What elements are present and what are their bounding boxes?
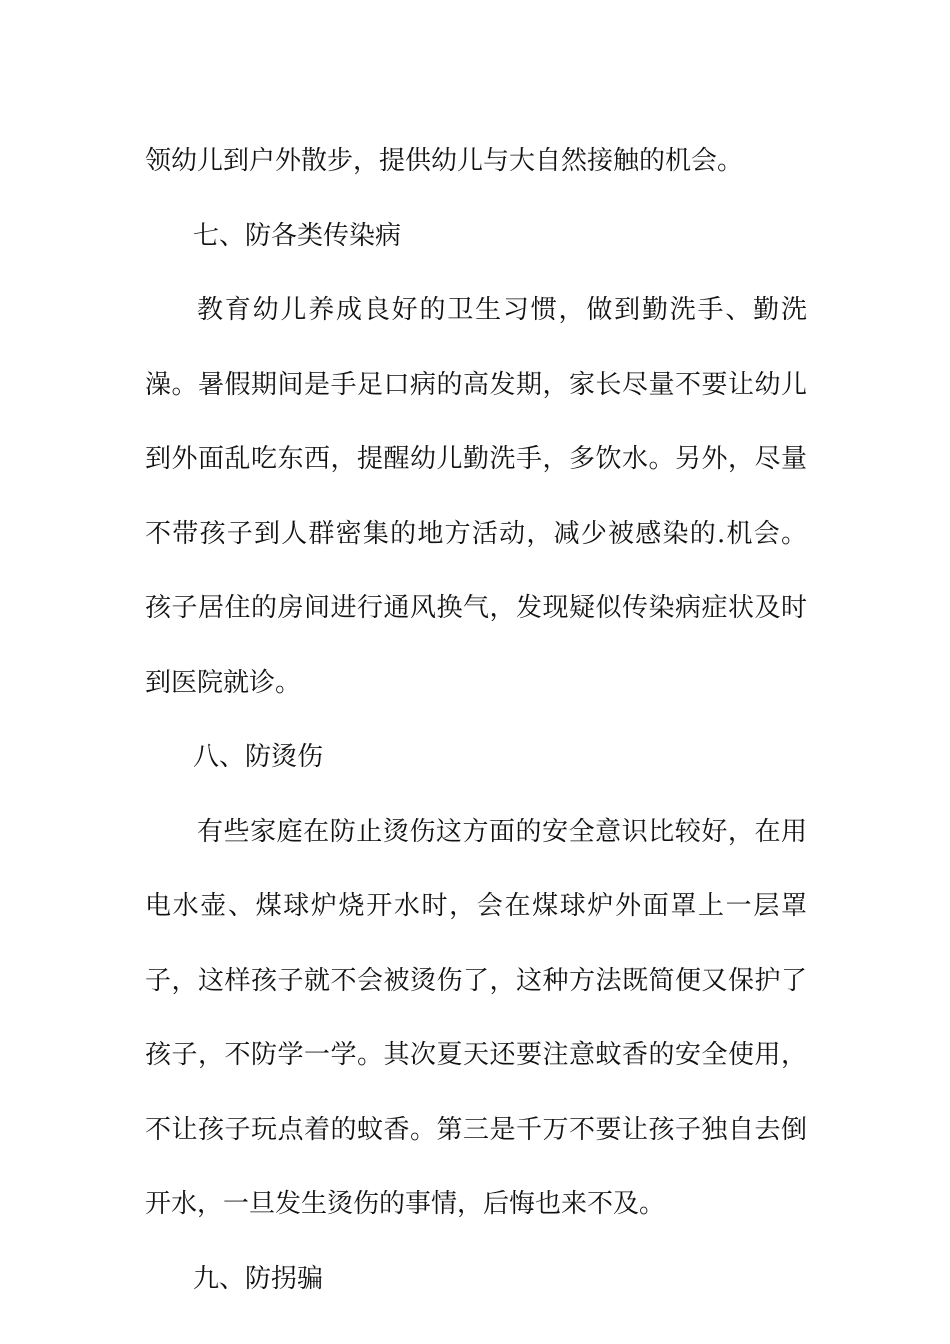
section-heading-8: 八、防烫伤 (193, 742, 324, 772)
section-heading-7: 七、防各类传染病 (193, 220, 402, 251)
paragraph-infectious-disease: 教育幼儿养成良好的卫生习惯，做到勤洗手、勤洗澡。暑假期间是手足口病的高发期，家长尽量不要让幼儿到外面乱吃东西，提醒幼儿勤洗手，多饮水。另外，尽量不带孩子到人群密集的地方活动，减少被感染的.机会。 孩子居住的房间进行通风换气，发现疑似传染病症状及时到医院就诊。 (145, 295, 807, 698)
document-body (145, 124, 807, 1316)
paragraph-continuation: 领幼儿到户外散步，提供幼儿与大自然接触的机会。 (145, 146, 744, 176)
section-heading-9: 九、防拐骗 (193, 1263, 324, 1294)
paragraph-burn-prevention: 有些家庭在防止烫伤这方面的安全意识比较好，在用电水壶、煤球炉烧开水时，会在煤球炉外面罩上一层罩子，这样孩子就不会被烫伤了，这种方法既简便又保护了孩子，不防学一学。其次夏天还要注意蚊香的安全使用，不让孩子玩点着的蚊香。第三是千万不要让孩子独自去倒开水，一旦发生烫伤的事情，后悔也来不及。 (145, 816, 807, 1219)
